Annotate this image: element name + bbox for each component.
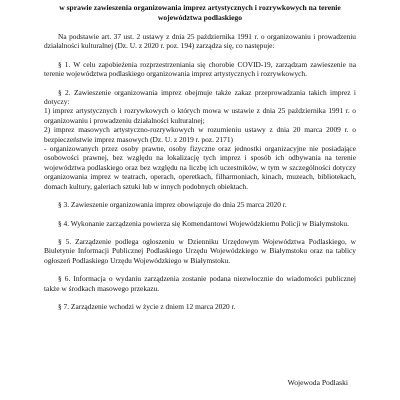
signature-block: Wojewoda Podlaski: [287, 378, 348, 387]
section-2-item-2: 2) imprez masowych artystyczno-rozrywkowych w rozumieniu ustawy z dnia 20 marca 2009 r. o bezpieczeństwie imprez masowych (Dz. U. z 2019 r. poz. 2171): [44, 125, 356, 144]
section-3: § 3. Zawieszenie organizowania imprez obowiązuje do dnia 25 marca 2020 r.: [58, 200, 287, 210]
section-2-item-1: 1) imprez artystycznych i rozrywkowych o których mowa w ustawie z dnia 25 października 1991 r. o organizowaniu i prowadzeniu działalności kulturalnej;: [44, 106, 356, 125]
document-title-line-2: województwa podlaskiego: [157, 13, 243, 22]
section-2-list: [44, 106, 356, 191]
section-6: § 6. Informacja o wydaniu zarządzenia zostanie podana niezwłocznie do wiadomości publicznej także w środkach masowego przekazu.: [44, 274, 356, 293]
section-2-intro: § 2. Zawieszenie organizowania imprez obejmuje także zakaz przeprowadzania takich imprez i dotyczy:: [44, 87, 356, 107]
section-5: § 5. Zarządzenie podlega ogłoszeniu w Dzienniku Urzędowym Województwa Podlaskiego, w Biuletynie Informacji Publicznej Podlaskiego Urzędu Wojewódzkiego w Białymstoku oraz na tablicy ogłoszeń Podlaskiego Urzędu Wojewódzkiego w Białymstoku.: [44, 236, 356, 265]
section-4: § 4. Wykonanie zarządzenia powierza się Komendantowi Wojewódzkiemu Policji w Białymstoku.: [58, 218, 349, 228]
section-1: § 1. W celu zapobieżenia rozprzestrzeniania się chorobie COVID-19, zarządzam zawieszenie na terenie województwa podlaskiego organizowania imprez artystycznych i rozrywkowych.: [44, 59, 356, 79]
legal-basis-paragraph: Na podstawie art. 37 ust. 2 ustawy z dnia 25 października 1991 r. o organizowaniu i prowadzeniu działalności kulturalnej (Dz. U. z 2020 r. poz. 194) zarządza się, co następuje:: [44, 32, 356, 51]
section-2-item-3: - organizowanych przez osoby prawne, osoby fizyczne oraz jednostki organizacyjne nie posiadające osobowości prawnej, bez względu na lokalizację tych imprez i sposób ich odbywania na terenie województwa podlaskiego oraz bez względu na liczbę ich uczestników, w tym w szczególności dotyczy organizowania imprez w teatrach, operach, operetkach, filharmoniach, kinach, muzeach, bibliotekach, domach kultury, galeriach sztuki lub w innych podobnych obiektach.: [44, 144, 356, 191]
section-7: § 7. Zarządzenie wchodzi w życie z dniem 12 marca 2020 r.: [58, 301, 236, 311]
document-title-line-1: w sprawie zawieszenia organizowania imprez artystycznych i rozrywkowych na terenie: [59, 3, 341, 12]
